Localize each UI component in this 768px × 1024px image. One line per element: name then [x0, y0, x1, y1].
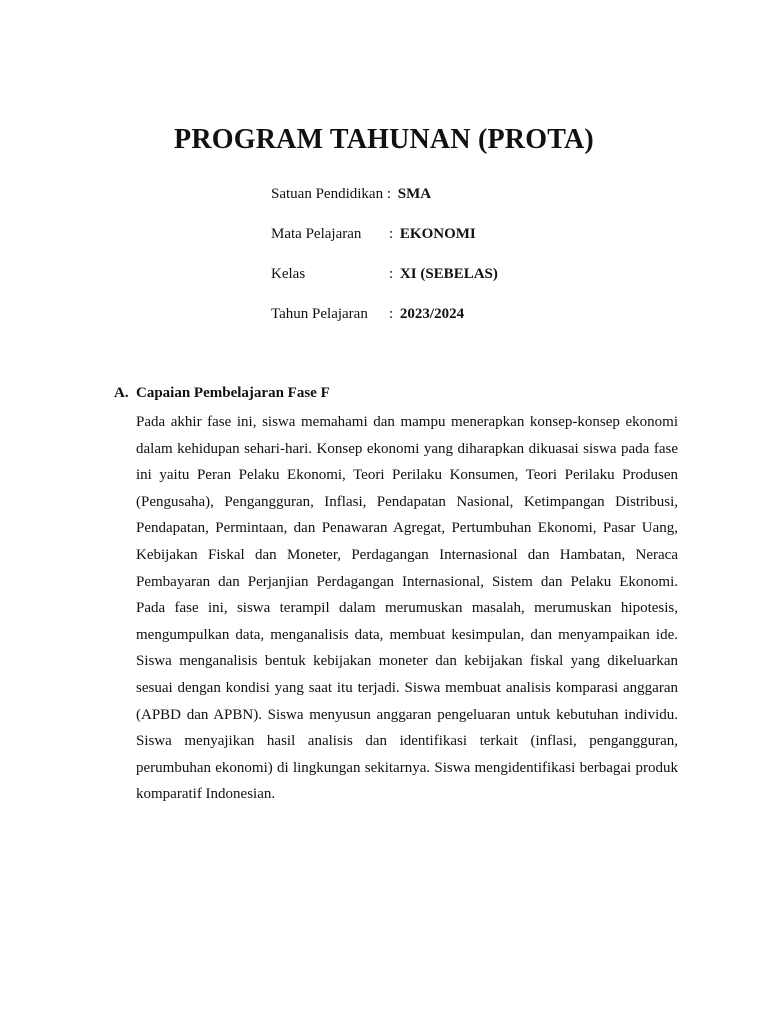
paragraph-line: Pada fase ini, siswa terampil dalam merumuskan masalah, merumuskan hipotesis,: [136, 600, 678, 617]
meta-value: EKONOMI: [399, 226, 476, 242]
meta-label: Tahun Pelajaran: [271, 306, 368, 322]
meta-row-mata-pelajaran: [271, 224, 498, 264]
paragraph-line: Pendapatan, Permintaan, dan Penawaran Agregat, Pertumbuhan Ekonomi, Pasar Uang,: [136, 520, 678, 537]
meta-separator: :: [389, 266, 394, 282]
meta-value: XI (SEBELAS): [399, 266, 498, 282]
paragraph-line: Pembayaran dan Perjanjian Perdagangan Internasional, Sistem dan Pelaku Ekonomi.: [136, 573, 678, 590]
paragraph-line: (APBD dan APBN). Siswa menyusun anggaran pengeluaran untuk kebutuhan individu.: [136, 706, 678, 723]
meta-label: Satuan Pendidikan: [271, 186, 384, 202]
meta-value: 2023/2024: [399, 306, 465, 322]
section-a-title: Capaian Pembelajaran Fase F: [136, 385, 330, 401]
meta-label: Mata Pelajaran: [271, 226, 362, 242]
paragraph-line: Kebijakan Fiskal dan Moneter, Perdagangan Internasional dan Hambatan, Neraca: [136, 546, 678, 563]
meta-separator: :: [389, 226, 394, 242]
paragraph-line: komparatif Indonesian.: [136, 786, 276, 803]
paragraph-line: Pada akhir fase ini, siswa memahami dan mampu menerapkan konsep-konsep ekonomi: [136, 414, 678, 430]
section-a-heading: [114, 383, 330, 403]
meta-separator: :: [389, 306, 394, 322]
paragraph-line: mengumpulkan data, menganalisis data, membuat kesimpulan, dan menyampaikan ide.: [136, 626, 678, 643]
paragraph-line: ini yaitu Peran Pelaku Ekonomi, Teori Perilaku Konsumen, Teori Perilaku Produsen: [136, 467, 678, 484]
section-a-paragraph: [136, 409, 678, 808]
section-a-letter: A.: [114, 385, 129, 401]
meta-row-satuan-pendidikan: [271, 184, 498, 224]
paragraph-line: dalam kehidupan sehari-hari. Konsep ekonomi yang diharapkan dikuasai siswa pada fase: [136, 440, 678, 457]
paragraph-line: Siswa menyajikan hasil analisis dan identifikasi terkait (inflasi, pengangguran,: [136, 733, 678, 750]
meta-separator: :: [386, 186, 391, 202]
paragraph-line: sesuai dengan kondisi yang saat itu terjadi. Siswa membuat analisis komparasi anggaran: [136, 679, 678, 696]
identity-block: [271, 184, 498, 344]
meta-label: Kelas: [271, 266, 306, 282]
paragraph-line: perumbuhan ekonomi) di lingkungan sekitarnya. Siswa mengidentifikasi berbagai produk: [136, 759, 678, 776]
meta-row-kelas: [271, 264, 498, 304]
document-title: PROGRAM TAHUNAN (PROTA): [174, 124, 594, 155]
meta-value: SMA: [397, 186, 432, 202]
paragraph-line: (Pengusaha), Pengangguran, Inflasi, Pendapatan Nasional, Ketimpangan Distribusi,: [136, 493, 678, 510]
meta-row-tahun-pelajaran: [271, 304, 498, 344]
paragraph-line: Siswa menganalisis bentuk kebijakan moneter dan kebijakan fiskal yang dikeluarkan: [136, 653, 678, 670]
